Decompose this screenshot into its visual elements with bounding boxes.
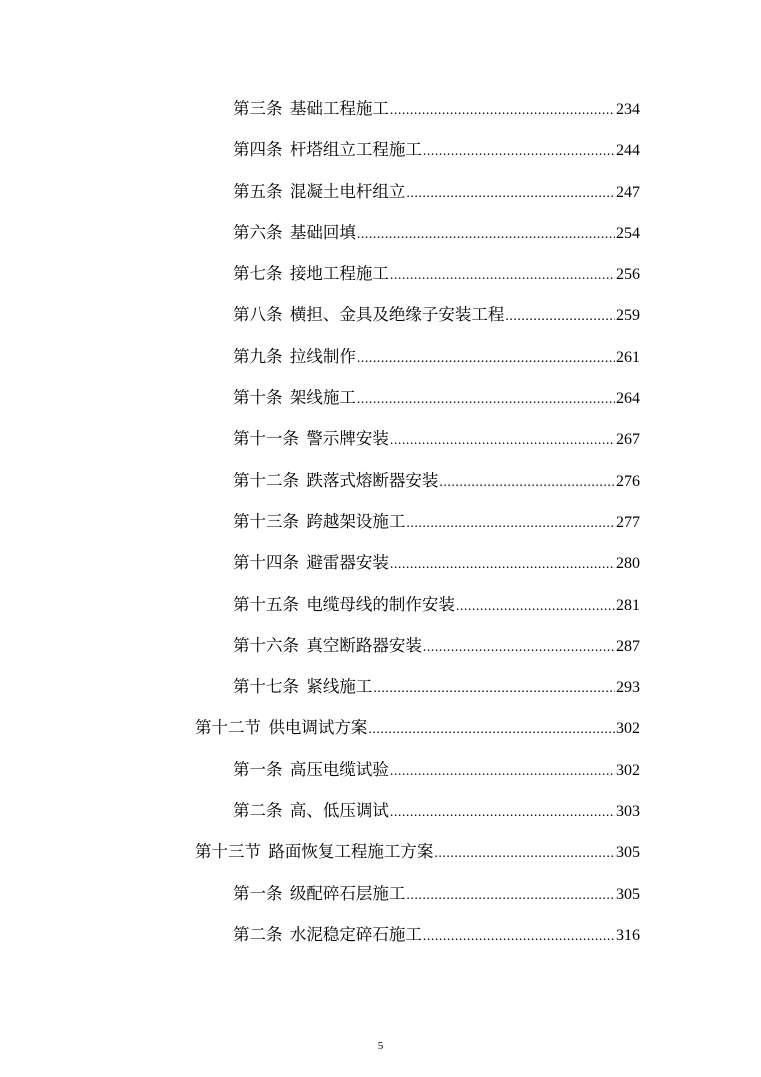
toc-entry[interactable] — [0, 873, 761, 914]
toc-entry-title: 接地工程施工 — [289, 264, 389, 284]
toc-entry[interactable] — [0, 253, 761, 294]
toc-entry[interactable] — [0, 88, 761, 129]
toc-entry-title: 拉线制作 — [289, 346, 356, 366]
toc-entry[interactable] — [0, 460, 761, 501]
toc-entry-number: 第七条 — [233, 264, 283, 284]
toc-entry[interactable] — [0, 336, 761, 377]
toc-entry-page: 287 — [616, 637, 640, 655]
toc-dot-leader — [390, 751, 615, 792]
toc-entry-title: 真空断路器安装 — [306, 635, 422, 655]
toc-entry-title: 供电调试方案 — [268, 718, 368, 738]
table-of-contents — [0, 88, 761, 955]
toc-entry-number: 第十五条 — [233, 594, 299, 614]
toc-dot-leader — [357, 379, 615, 420]
toc-entry-title: 避雷器安装 — [306, 553, 389, 573]
toc-dot-leader — [505, 296, 615, 337]
toc-entry-title: 电缆母线的制作安装 — [306, 594, 455, 614]
toc-entry[interactable] — [0, 171, 761, 212]
toc-dot-leader — [434, 833, 615, 874]
toc-dot-leader — [390, 90, 615, 131]
toc-entry-page: 281 — [616, 596, 640, 614]
toc-entry-number: 第十二节 — [195, 718, 261, 738]
toc-entry-page: 276 — [616, 472, 640, 490]
toc-entry-title: 水泥稳定碎石施工 — [289, 924, 422, 944]
toc-dot-leader — [390, 255, 615, 296]
toc-dot-leader — [439, 462, 615, 503]
toc-entry-number: 第九条 — [233, 346, 283, 366]
toc-entry-number: 第十四条 — [233, 553, 299, 573]
toc-entry[interactable] — [0, 501, 761, 542]
toc-entry-page: 247 — [616, 183, 640, 201]
toc-entry-title: 横担、金具及绝缘子安装工程 — [289, 305, 505, 325]
toc-entry-page: 259 — [616, 307, 640, 325]
toc-dot-leader — [373, 668, 615, 709]
toc-entry-title: 级配碎石层施工 — [289, 883, 406, 903]
toc-dot-leader — [423, 131, 615, 172]
toc-entry-number: 第六条 — [233, 222, 283, 242]
toc-entry-title: 杆塔组立工程施工 — [289, 140, 422, 160]
toc-entry[interactable] — [0, 625, 761, 666]
toc-entry-page: 305 — [616, 885, 640, 903]
toc-entry-page: 280 — [616, 555, 640, 573]
toc-entry-page: 256 — [616, 266, 640, 284]
toc-entry-title: 跨越架设施工 — [306, 511, 406, 531]
toc-entry[interactable] — [0, 542, 761, 583]
toc-entry[interactable] — [0, 790, 761, 831]
toc-entry-number: 第八条 — [233, 305, 283, 325]
toc-entry-number: 第二条 — [233, 801, 283, 821]
toc-entry-page: 305 — [616, 844, 640, 862]
toc-entry[interactable] — [0, 666, 761, 707]
toc-entry-page: 244 — [616, 142, 640, 160]
toc-entry-page: 303 — [616, 803, 640, 821]
toc-entry-page: 267 — [616, 431, 640, 449]
toc-dot-leader — [357, 214, 615, 255]
toc-entry-page: 254 — [616, 224, 640, 242]
toc-entry-title: 跌落式熔断器安装 — [306, 470, 439, 490]
toc-entry-number: 第四条 — [233, 140, 283, 160]
toc-entry-title: 警示牌安装 — [306, 429, 389, 449]
toc-entry-title: 路面恢复工程施工方案 — [268, 842, 434, 862]
toc-entry-number: 第三条 — [233, 99, 283, 118]
toc-entry-title: 基础回填 — [289, 222, 356, 242]
toc-entry-number: 第十条 — [233, 388, 283, 408]
toc-entry-number: 第十一条 — [233, 429, 299, 449]
toc-dot-leader — [390, 544, 615, 585]
toc-dot-leader — [406, 875, 615, 916]
toc-entry-number: 第十三条 — [233, 511, 299, 531]
toc-entry-title: 架线施工 — [289, 388, 356, 408]
toc-entry-number: 第二条 — [233, 924, 283, 944]
toc-dot-leader — [423, 916, 615, 957]
toc-entry-number: 第十三节 — [195, 842, 261, 862]
toc-entry-title: 混凝土电杆组立 — [289, 181, 406, 201]
toc-entry-title: 高、低压调试 — [289, 801, 389, 821]
toc-entry-title: 高压电缆试验 — [289, 759, 389, 779]
toc-entry-page: 293 — [616, 679, 640, 697]
toc-section-entry[interactable] — [0, 707, 761, 748]
toc-dot-leader — [357, 338, 615, 379]
toc-entry[interactable] — [0, 129, 761, 170]
toc-dot-leader — [390, 420, 615, 461]
toc-section-entry[interactable] — [0, 831, 761, 872]
toc-entry[interactable] — [0, 418, 761, 459]
toc-entry-number: 第十二条 — [233, 470, 299, 490]
toc-dot-leader — [423, 627, 615, 668]
toc-entry-page: 234 — [616, 101, 640, 118]
page-number: 5 — [377, 1040, 384, 1052]
toc-entry[interactable] — [0, 377, 761, 418]
toc-entry[interactable] — [0, 212, 761, 253]
toc-entry-number: 第一条 — [233, 883, 283, 903]
toc-entry-page: 302 — [616, 720, 640, 738]
toc-entry-number: 第十七条 — [233, 677, 299, 697]
toc-entry-page: 302 — [616, 761, 640, 779]
toc-entry[interactable] — [0, 584, 761, 625]
toc-dot-leader — [390, 792, 615, 833]
toc-entry-page: 277 — [616, 513, 640, 531]
toc-entry-number: 第五条 — [233, 181, 283, 201]
toc-dot-leader — [406, 173, 615, 214]
toc-entry-title: 紧线施工 — [306, 677, 373, 697]
toc-entry-page: 261 — [616, 348, 640, 366]
toc-entry-title: 基础工程施工 — [289, 99, 389, 118]
toc-dot-leader — [406, 503, 615, 544]
toc-entry-number: 第一条 — [233, 759, 283, 779]
toc-entry[interactable] — [0, 294, 761, 335]
toc-entry-page: 316 — [616, 926, 640, 944]
toc-entry-page: 264 — [616, 390, 640, 408]
toc-entry[interactable] — [0, 914, 761, 955]
toc-dot-leader — [368, 709, 615, 750]
toc-entry-number: 第十六条 — [233, 635, 299, 655]
toc-dot-leader — [456, 586, 615, 627]
toc-entry[interactable] — [0, 749, 761, 790]
